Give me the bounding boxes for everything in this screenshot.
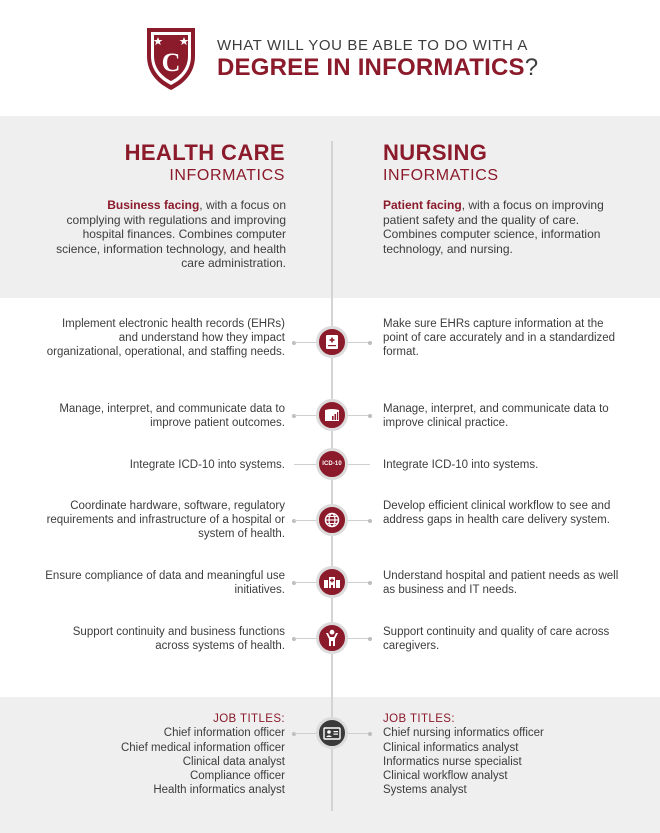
health-care-subtitle: INFORMATICS <box>169 167 285 184</box>
row-2-right-text: Manage, interpret, and communicate data to improve clinical practice. <box>383 403 609 430</box>
connector-line <box>348 733 370 734</box>
list-item: Clinical informatics analyst <box>383 741 519 754</box>
health-care-intro <box>56 198 286 271</box>
list-item: Chief nursing informatics officer <box>383 727 544 740</box>
list-item: Clinical data analyst <box>182 755 285 768</box>
connector-dot <box>368 637 372 641</box>
connector-line <box>348 638 370 639</box>
connector-line <box>294 342 316 343</box>
list-item: Health informatics analyst <box>153 784 285 797</box>
hospital-building-icon <box>316 566 348 598</box>
row-5-left-text: Ensure compliance of data and meaningful use initiatives. <box>45 570 285 597</box>
nursing-intro-text: , with a focus on improving patient safety and the quality of care. Combines computer science, information technology, and nursing. <box>383 198 604 256</box>
health-care-title: HEALTH CARE <box>124 140 285 165</box>
row-1-left-text: Implement electronic health records (EHRs) and understand how they impact organizational, operational, and staffing needs. <box>46 318 285 359</box>
connector-line <box>294 415 316 416</box>
nursing-subtitle: INFORMATICS <box>383 167 499 184</box>
page-title-main: DEGREE IN INFORMATICS <box>217 54 525 81</box>
nursing-heading <box>383 141 499 187</box>
connector-dot <box>368 341 372 345</box>
connector-dot <box>368 732 372 736</box>
list-item: Informatics nurse specialist <box>383 755 522 768</box>
crest-letter: C <box>161 48 181 77</box>
page-title-line2 <box>217 54 538 82</box>
connector-line <box>348 582 370 583</box>
row-5-right-text: Understand hospital and patient needs as well as business and IT needs. <box>383 570 619 597</box>
connector-line <box>294 464 316 465</box>
connector-line <box>348 342 370 343</box>
page-title-qmark: ? <box>524 54 539 81</box>
list-item: Systems analyst <box>383 784 467 797</box>
connector-line <box>294 733 316 734</box>
connector-line <box>294 582 316 583</box>
nursing-job-titles-heading: JOB TITLES: <box>383 713 455 725</box>
row-6-right-text: Support continuity and quality of care across caregivers. <box>383 626 610 653</box>
row-4-right-text: Develop efficient clinical workflow to see and address gaps in health care delivery system. <box>383 500 611 527</box>
nursing-title: NURSING <box>383 140 488 165</box>
connector-dot <box>368 519 372 523</box>
nursing-job-titles <box>383 712 544 798</box>
row-2-left-text: Manage, interpret, and communicate data to improve patient outcomes. <box>59 403 285 430</box>
connector-line <box>348 415 370 416</box>
row-1-right-text: Make sure EHRs capture information at the point of care accurately and in a standardized format. <box>383 318 616 359</box>
list-item: Clinical workflow analyst <box>383 770 508 783</box>
list-item: Compliance officer <box>189 770 285 783</box>
health-care-intro-lead: Business facing <box>107 198 200 212</box>
data-chart-icon <box>316 399 348 431</box>
health-care-job-titles <box>121 712 285 798</box>
connector-dot <box>368 581 372 585</box>
row-6-left-text: Support continuity and business functions across systems of health. <box>72 626 285 653</box>
row-3-right-text: Integrate ICD-10 into systems. <box>383 459 539 471</box>
nursing-intro-lead: Patient facing <box>383 198 462 212</box>
crest-logo-icon <box>145 26 197 92</box>
person-icon <box>316 622 348 654</box>
nursing-intro <box>383 198 613 256</box>
health-care-heading <box>125 141 285 187</box>
connector-line <box>348 464 370 465</box>
globe-icon <box>316 504 348 536</box>
id-card-icon <box>316 717 348 749</box>
medical-record-icon <box>316 326 348 358</box>
row-4-left-text: Coordinate hardware, software, regulatory requirements and infrastructure of a hospital or system of health. <box>46 500 285 541</box>
icd-10-label: ICD-10 <box>322 461 342 467</box>
connector-line <box>294 638 316 639</box>
row-3-left-text: Integrate ICD-10 into systems. <box>129 459 285 471</box>
list-item: Chief medical information officer <box>120 741 285 754</box>
connector-dot <box>368 414 372 418</box>
list-item: Chief information officer <box>163 727 285 740</box>
page-header <box>0 0 660 116</box>
icd-10-icon <box>316 448 348 480</box>
connector-line <box>348 520 370 521</box>
health-care-job-titles-heading: JOB TITLES: <box>213 713 285 725</box>
connector-line <box>294 520 316 521</box>
health-care-intro-text: , with a focus on complying with regulations and improving hospital finances. Combines computer science, information technology, and health care administration. <box>56 198 286 270</box>
page-title-line1: WHAT WILL YOU BE ABLE TO DO WITH A <box>217 37 529 54</box>
